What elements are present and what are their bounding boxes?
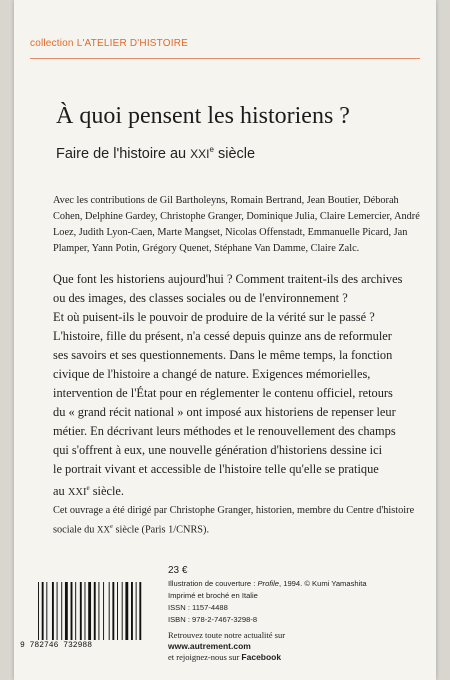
summary-line: L'histoire, fille du présent, n'a cessé depuis quinze ans de reformuler (53, 329, 392, 343)
price: 23 € (168, 565, 188, 576)
summary-line: intervention de l'État pour en réglementer le contenu officiel, retours (53, 386, 393, 400)
printing-info: Imprimé et broché en Italie (168, 591, 258, 600)
publisher-website[interactable]: www.autrement.com (168, 641, 251, 651)
social-link[interactable]: Facebook (241, 652, 282, 662)
summary-last-century: XXI (67, 487, 87, 499)
illustration-suffix: , 1994. © Kumi Yamashita (279, 579, 367, 588)
book-subtitle (56, 145, 255, 162)
publisher-footer (168, 630, 285, 663)
summary-line: Que font les historiens aujourd'hui ? Comment traitent-ils des archives (53, 272, 403, 286)
barcode-bar (65, 582, 68, 640)
subtitle-suffix: siècle (217, 145, 256, 162)
barcode-image (34, 580, 152, 644)
issn: ISSN : 1157-4488 (168, 603, 228, 612)
barcode-bar (109, 582, 110, 640)
editor-century-sup: e (110, 523, 113, 530)
summary-line: du « grand récit national » ont imposé aux historiens de repenser leur (53, 405, 396, 419)
summary-line: civique de l'histoire a changé de nature. Exigences mémorielles, (53, 367, 371, 381)
barcode-bar (85, 582, 86, 640)
summary-last-suffix: siècle. (92, 484, 125, 499)
illustration-work: Profile (257, 579, 280, 588)
summary-line: ses savoirs et ses questionnements. Dans le même temps, la fonction (53, 348, 393, 362)
barcode-bar (88, 582, 91, 640)
collection-name: L'ATELIER D'HISTOIRE (76, 38, 189, 49)
barcode-bar (46, 582, 47, 640)
footer-line-1: Retrouvez toute notre actualité sur (168, 630, 286, 640)
barcode-bar (61, 582, 62, 640)
editor-text-2: siècle (Paris 1/CNRS). (115, 524, 210, 536)
summary-paragraph (53, 270, 429, 502)
barcode-bar (42, 582, 44, 640)
barcode-bar (94, 582, 96, 640)
barcode-bar (98, 582, 99, 640)
barcode-bar (75, 582, 76, 640)
barcode-bar (57, 582, 58, 640)
barcode-bar (136, 582, 137, 640)
summary-line: Et où puisent-ils le pouvoir de produire de la vérité sur le passé ? (53, 310, 375, 324)
summary-line: métier. En décrivant leurs méthodes et le renouvellement des champs (53, 424, 396, 438)
header-rule (30, 58, 420, 59)
barcode-digits: 9 782746 732988 (20, 641, 93, 650)
collection-label (30, 38, 188, 49)
summary-last-prefix: au (53, 484, 65, 499)
editor-note (53, 503, 433, 538)
book-title: À quoi pensent les historiens ? (56, 103, 350, 129)
cover-illustration-credit (168, 578, 367, 590)
isbn: ISBN : 978-2-7467-3298-8 (168, 615, 258, 624)
subtitle-century-sup: e (209, 145, 214, 154)
barcode-bar (103, 582, 104, 640)
barcode-bar (112, 582, 114, 640)
summary-line: ou des images, des classes sociales ou de l'environnement ? (53, 291, 348, 305)
book-back-cover (14, 0, 436, 680)
collection-prefix: collection (30, 38, 74, 49)
barcode-bar (52, 582, 54, 640)
barcode-bar (80, 582, 82, 640)
barcode-bar (122, 582, 123, 640)
footer-line-3: et rejoignez-nous sur (168, 652, 240, 662)
barcode-bar (117, 582, 118, 640)
summary-line: le portrait vivant et accessible de l'histoire telle qu'elle se pratique (53, 462, 379, 476)
barcode-bar (139, 582, 141, 640)
subtitle-century: XXI (190, 146, 210, 161)
summary-last-sup: e (86, 484, 90, 492)
editor-century: XX (97, 524, 111, 535)
illustration-prefix: Illustration de couverture : (168, 579, 258, 588)
summary-last-line (53, 479, 429, 502)
summary-line: qui s'offrent à eux, une nouvelle génération d'historiens dessine ici (53, 443, 383, 457)
editor-text-1: Cet ouvrage a été dirigé par Christophe Granger, historien, membre du Centre d'histoire sociale du (53, 505, 415, 536)
contributors-paragraph: Avec les contributions de Gil Bartholeyns, Romain Bertrand, Jean Boutier, Déborah Cohen, Delphine Gardey, Christophe Granger, Dominique Julia, Claire Lemercier, André Loez, Judith Lyon-Caen, Marte Mangset, Nicolas Offenstadt, Emmanuelle Picard, Jan Plamper, Yann Potin, Grégory Quenet, Stéphane Van Damme, Claire Zalc. (53, 195, 420, 254)
barcode-bar (38, 582, 39, 640)
barcode-bar (125, 582, 128, 640)
colophon (168, 564, 367, 626)
subtitle-text: Faire de l'histoire au (56, 145, 187, 162)
barcode-bar (71, 582, 73, 640)
barcode-bar (131, 582, 133, 640)
